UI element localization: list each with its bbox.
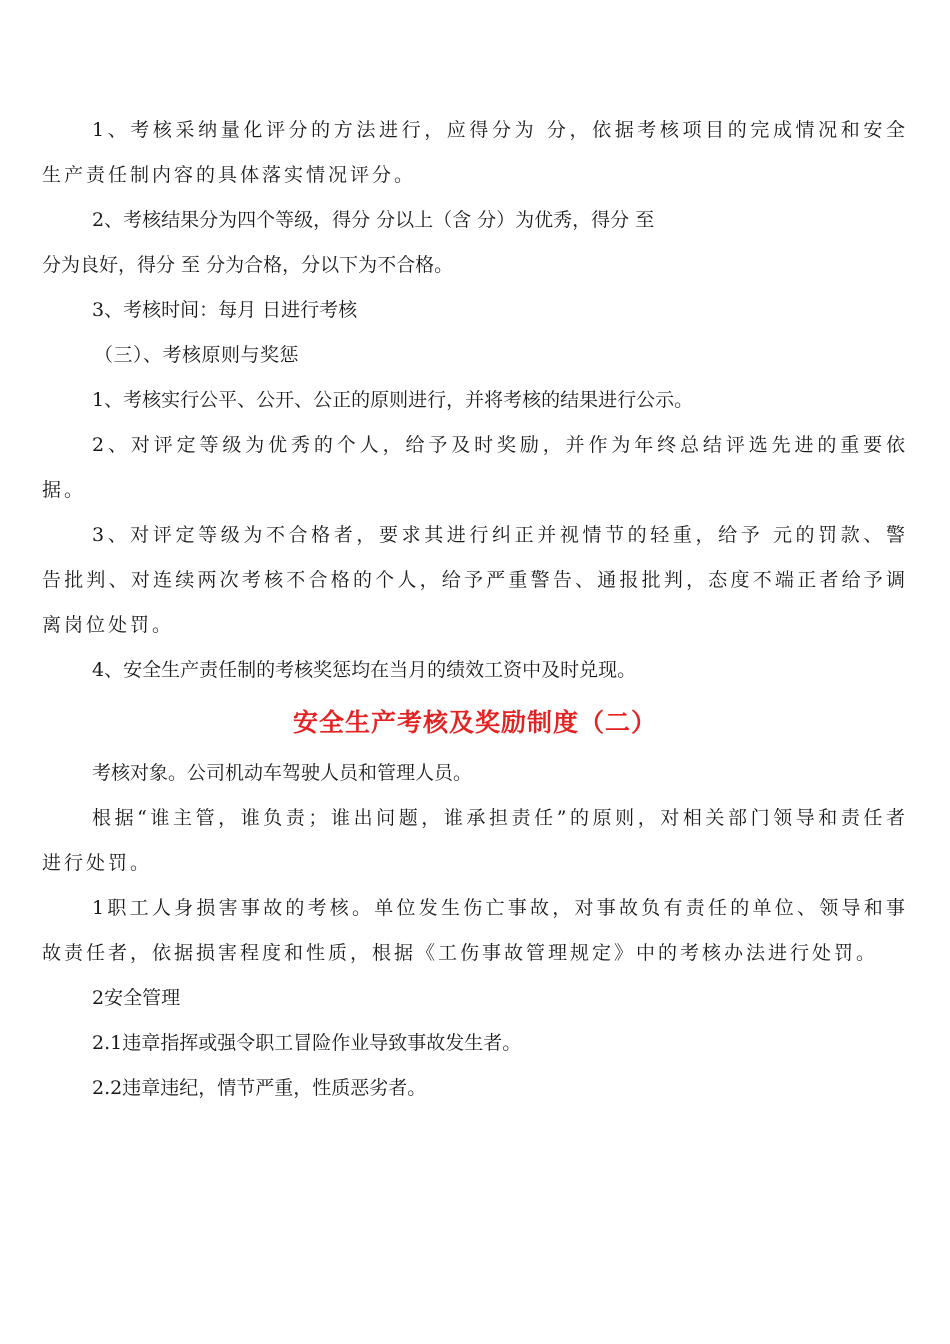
paragraph-responsibility-principle: 根据“谁主管，谁负责；谁出问题，谁承担责任”的原则，对相关部门领导和责任者进行处罚。 [42, 807, 908, 874]
paragraph-grade-levels-line1: 2、考核结果分为四个等级，得分 分以上（含 分）为优秀，得分 至 [92, 209, 655, 231]
paragraph-grade-levels-line2: 分为良好，得分 至 分为合格，分以下为不合格。 [42, 254, 454, 276]
paragraph-safety-management: 2安全管理 [92, 987, 181, 1009]
paragraph-unqualified-penalty: 3、对评定等级为不合格者，要求其进行纠正并视情节的轻重，给予 元的罚款、警告批判、对连续两次考核不合格的个人，给予严重警告、通报批判，态度不端正者给予调离岗位处罚。 [42, 524, 908, 636]
paragraph-salary-implementation: 4、安全生产责任制的考核奖惩均在当月的绩效工资中及时兑现。 [92, 659, 637, 681]
paragraph-assessment-target: 考核对象。公司机动车驾驶人员和管理人员。 [92, 762, 473, 784]
paragraph-scoring-method: 1、考核采纳量化评分的方法进行，应得分为 分，依据考核项目的完成情况和安全生产责任制内容的具体落实情况评分。 [42, 119, 908, 186]
paragraph-violation-command: 2.1违章指挥或强令职工冒险作业导致事故发生者。 [92, 1032, 522, 1054]
document-page [42, 108, 908, 1111]
paragraph-assessment-time: 3、考核时间：每月 日进行考核 [92, 299, 358, 321]
section-title: 安全生产考核及奖励制度（二） [292, 708, 657, 737]
paragraph-fairness-principle: 1、考核实行公平、公开、公正的原则进行，并将考核的结果进行公示。 [92, 389, 694, 411]
paragraph-violation-discipline: 2.2违章违纪，情节严重，性质恶劣者。 [92, 1077, 427, 1099]
paragraph-excellent-reward: 2、对评定等级为优秀的个人，给予及时奖励，并作为年终总结评选先进的重要依据。 [42, 434, 908, 501]
subheading-principles-rewards: （三）、考核原则与奖惩 [94, 344, 300, 366]
paragraph-injury-accident: 1职工人身损害事故的考核。单位发生伤亡事故，对事故负有责任的单位、领导和事故责任者，依据损害程度和性质，根据《工伤事故管理规定》中的考核办法进行处罚。 [42, 897, 908, 964]
